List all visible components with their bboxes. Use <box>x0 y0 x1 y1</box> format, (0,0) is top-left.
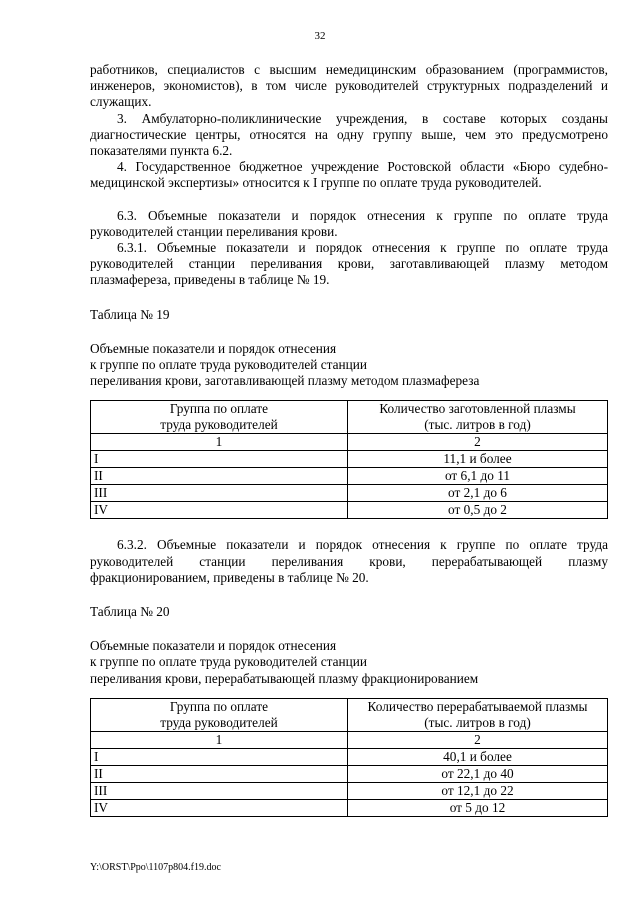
table-19-title-line: переливания крови, заготавливающей плазму методом плазмафереза <box>90 373 480 389</box>
column-number: 2 <box>348 731 608 748</box>
paragraph-continuation: работников, специалистов с высшим немедицинским образованием (программистов, инженеров, экономистов), в том числе руководителей структурных подразделений и служащих. <box>90 62 608 110</box>
group-cell: I <box>91 451 348 468</box>
header-cell-group <box>91 698 348 731</box>
header-text: Группа по оплате <box>169 698 269 714</box>
table-19-title-line: к группе по оплате труда руководителей станции <box>90 357 367 373</box>
paragraph-section-6-3: 6.3. Объемные показатели и порядок отнесения к группе по оплате труда руководителей станции переливания крови. <box>90 207 608 239</box>
table-row <box>91 468 608 485</box>
paragraph-item-3: 3. Амбулаторно-поликлинические учреждения, в составе которых созданы диагностические центры, относятся на одну группу выше, чем это предусмотрено показателями пункта 6.2. <box>90 110 608 159</box>
group-cell: II <box>91 765 348 782</box>
value-cell: от 5 до 12 <box>348 799 608 816</box>
value-cell: от 22,1 до 40 <box>348 765 608 782</box>
column-number-row <box>91 434 608 451</box>
table-20-label: Таблица № 20 <box>90 604 170 620</box>
value-cell: 40,1 и более <box>348 748 608 765</box>
value-cell: от 0,5 до 2 <box>348 502 608 519</box>
group-cell: IV <box>91 502 348 519</box>
header-text: (тыс. литров в год) <box>424 714 531 730</box>
table-20-title-line: Объемные показатели и порядок отнесения <box>90 638 337 654</box>
header-cell-group <box>91 401 348 434</box>
table-header-row <box>91 698 608 731</box>
header-cell-quantity <box>348 401 608 434</box>
table-19-label: Таблица № 19 <box>90 306 170 322</box>
column-number: 1 <box>91 434 348 451</box>
table-row <box>91 748 608 765</box>
table-row <box>91 451 608 468</box>
table-19-title-line: Объемные показатели и порядок отнесения <box>90 340 337 356</box>
value-cell: от 2,1 до 6 <box>348 485 608 502</box>
table-20-title-line: к группе по оплате труда руководителей станции <box>90 654 367 670</box>
group-cell: IV <box>91 799 348 816</box>
header-text: (тыс. литров в год) <box>424 417 531 433</box>
header-cell-quantity <box>348 698 608 731</box>
table-20 <box>90 698 608 817</box>
paragraph-section-6-3-1: 6.3.1. Объемные показатели и порядок отнесения к группе по оплате труда руководителей станции переливания крови, заготавливающей плазму методом плазмафереза, приведены в таблице № 19. <box>90 240 608 288</box>
table-20-title-line: переливания крови, перерабатывающей плазму фракционированием <box>90 670 479 686</box>
file-path-footer: Y:\ORST\Ppo\1107p804.f19.doc <box>90 862 221 873</box>
paragraph-item-4: 4. Государственное бюджетное учреждение Ростовской области «Бюро судебно-медицинской экспертизы» относится к I группе по оплате труда руководителей. <box>90 159 608 191</box>
group-cell: I <box>91 748 348 765</box>
header-text: труда руководителей <box>160 417 278 433</box>
group-cell: II <box>91 468 348 485</box>
column-number: 1 <box>91 731 348 748</box>
value-cell: 11,1 и более <box>348 451 608 468</box>
value-cell: от 6,1 до 11 <box>348 468 608 485</box>
table-row <box>91 799 608 816</box>
column-number: 2 <box>348 434 608 451</box>
document-body <box>90 62 608 817</box>
table-header-row <box>91 401 608 434</box>
table-row <box>91 782 608 799</box>
table-row <box>91 765 608 782</box>
paragraph-section-6-3-2: 6.3.2. Объемные показатели и порядок отнесения к группе по оплате труда руководителей станции переливания крови, перерабатывающей плазму фракционированием, приведены в таблице № 20. <box>90 537 608 585</box>
value-cell: от 12,1 до 22 <box>348 782 608 799</box>
column-number-row <box>91 731 608 748</box>
header-text: труда руководителей <box>160 714 278 730</box>
table-row <box>91 485 608 502</box>
header-text: Количество перерабатываемой плазмы <box>367 698 588 714</box>
group-cell: III <box>91 485 348 502</box>
group-cell: III <box>91 782 348 799</box>
page-number: 32 <box>314 30 326 42</box>
header-text: Количество заготовленной плазмы <box>379 401 576 417</box>
header-text: Группа по оплате <box>169 401 269 417</box>
table-19 <box>90 400 608 519</box>
table-row <box>91 502 608 519</box>
